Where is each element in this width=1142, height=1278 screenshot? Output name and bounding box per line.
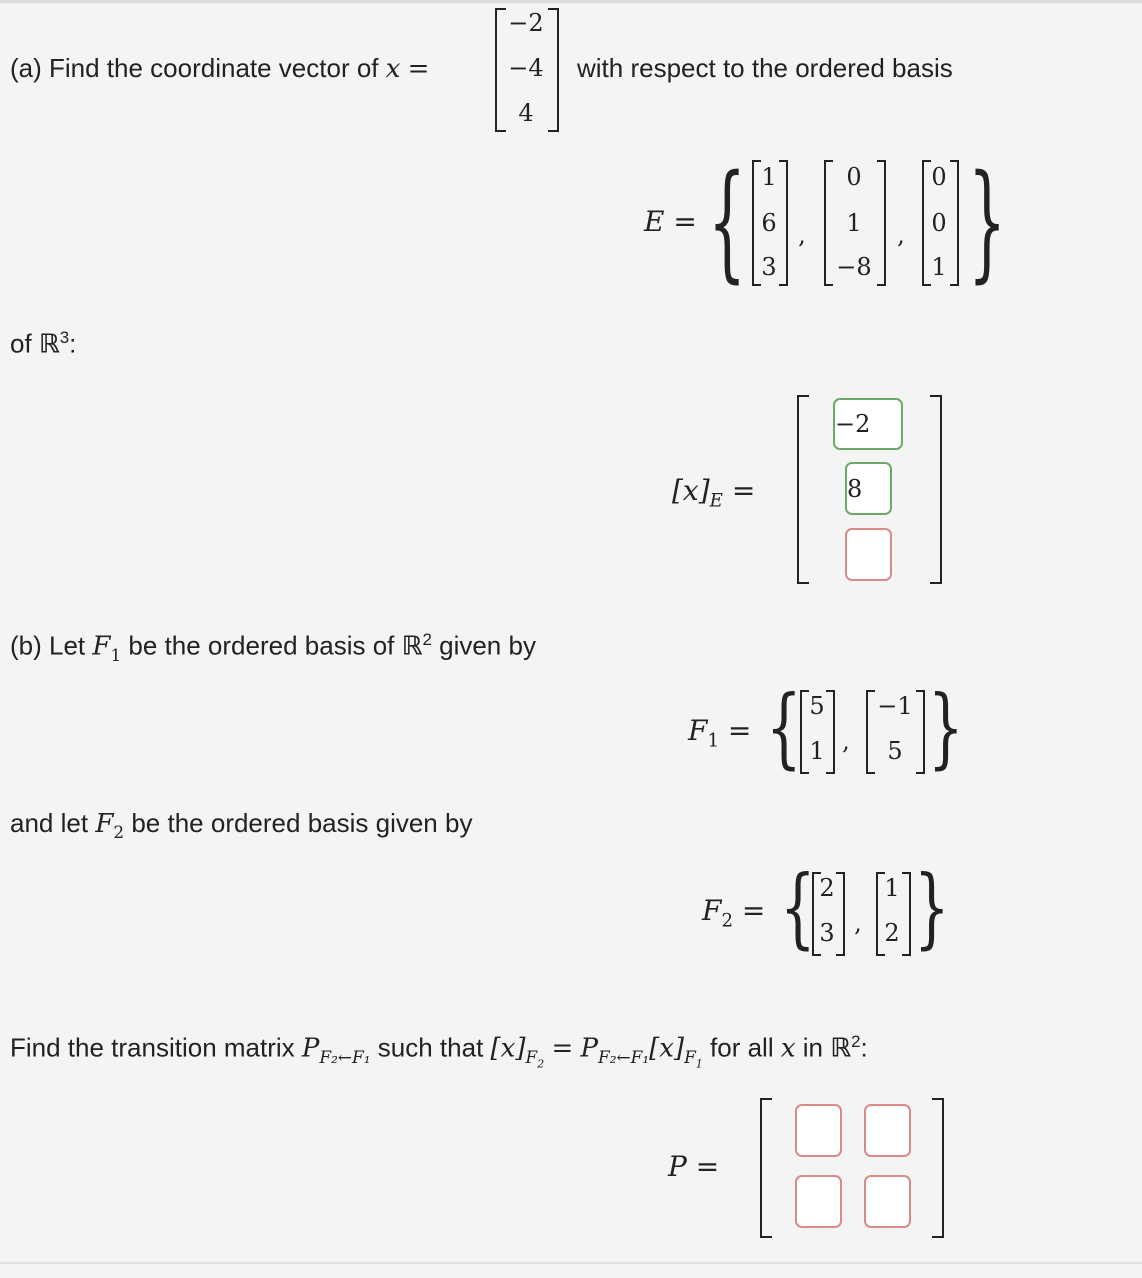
matrix-input-r1c2[interactable] bbox=[864, 1104, 911, 1157]
part-b-F2-text: and let $F_2$ be the ordered basis given by bbox=[10, 808, 473, 843]
bottom-divider bbox=[0, 1262, 1142, 1264]
answer-input-2[interactable] bbox=[845, 462, 892, 515]
x-vector-right-bracket bbox=[548, 8, 559, 132]
matrix-P-left-bracket bbox=[760, 1098, 772, 1238]
F2-vector-1-entry: 3 bbox=[819, 919, 835, 947]
basis-text: with respect to the ordered basis bbox=[577, 53, 953, 83]
answer-vector-left-bracket bbox=[797, 395, 809, 584]
matrix-P-label: P = bbox=[668, 1150, 720, 1183]
coord-vector-label: $[x]_E$ = bbox=[672, 474, 756, 512]
answer-input-3[interactable] bbox=[845, 528, 892, 581]
part-b-question: (b) Let $F_1$ be the ordered basis of ℝ$^2$ given by bbox=[10, 630, 536, 665]
F1-vector-1-entry: 5 bbox=[809, 692, 825, 720]
E-vector-1-right-bracket bbox=[779, 160, 788, 286]
matrix-input-r2c2[interactable] bbox=[864, 1175, 911, 1228]
answer-input-1[interactable] bbox=[833, 398, 903, 450]
E-vector-1-entry: 3 bbox=[761, 253, 777, 281]
E-vector-1-entry: 6 bbox=[761, 209, 777, 237]
matrix-input-r2c1[interactable] bbox=[795, 1175, 842, 1228]
F2-vector-1-entry: 2 bbox=[819, 874, 835, 902]
x-vector-entry: −4 bbox=[508, 54, 544, 82]
basis-F2-label: $F_2$ = bbox=[702, 894, 766, 932]
comma: , bbox=[798, 221, 806, 249]
basis-E-right-brace: } bbox=[968, 149, 1007, 297]
transition-question: Find the transition matrix $P_{F_2\leftarrow F_1}$ such that $[x]_{F_2} = P_{F_2\leftarrow F_1}[x]_{F_1}$ for all x in ℝ$^2$: bbox=[10, 1032, 868, 1071]
F2-vector-2-right-bracket bbox=[902, 872, 911, 956]
E-vector-3-entry: 0 bbox=[931, 209, 947, 237]
comma: , bbox=[842, 727, 850, 755]
E-vector-3-entry: 1 bbox=[931, 253, 947, 281]
F2-vector-1-right-bracket bbox=[836, 872, 845, 956]
E-vector-1-entry: 1 bbox=[761, 163, 777, 191]
F1-vector-1-entry: 1 bbox=[809, 737, 825, 765]
comma: , bbox=[897, 221, 905, 249]
basis-F1-left-brace: { bbox=[766, 678, 802, 779]
basis-F1-right-brace: } bbox=[928, 678, 964, 779]
comma: , bbox=[854, 909, 862, 937]
matrix-input-r1c1[interactable] bbox=[795, 1104, 842, 1157]
top-divider bbox=[0, 0, 1142, 3]
F1-vector-1-right-bracket bbox=[826, 690, 835, 774]
basis-E-label: E = bbox=[644, 205, 697, 238]
x-vector-entry: −2 bbox=[508, 9, 544, 37]
basis-F2-left-brace: { bbox=[780, 858, 816, 959]
E-vector-3-entry: 0 bbox=[931, 163, 947, 191]
F1-vector-2-right-bracket bbox=[916, 690, 925, 774]
x-vector-entry: 4 bbox=[518, 99, 534, 127]
E-vector-3-right-bracket bbox=[950, 160, 959, 286]
F2-vector-2-entry: 1 bbox=[884, 874, 900, 902]
E-vector-2-entry: 1 bbox=[846, 209, 862, 237]
matrix-P-right-bracket bbox=[932, 1098, 944, 1238]
E-vector-2-entry: −8 bbox=[836, 253, 872, 281]
basis-F1-label: $F_1$ = bbox=[688, 714, 752, 752]
F1-vector-2-entry: 5 bbox=[887, 737, 903, 765]
basis-E-left-brace: { bbox=[708, 149, 747, 297]
basis-F2-right-brace: } bbox=[914, 858, 950, 959]
E-vector-2-right-bracket bbox=[877, 160, 886, 286]
F1-vector-2-entry: −1 bbox=[877, 692, 913, 720]
part-a-question: (a) Find the coordinate vector of x = bbox=[10, 53, 430, 84]
E-vector-2-entry: 0 bbox=[846, 163, 862, 191]
of-R3-text: of ℝ$^3$: bbox=[10, 328, 77, 360]
F2-vector-2-entry: 2 bbox=[884, 919, 900, 947]
answer-vector-right-bracket bbox=[930, 395, 942, 584]
